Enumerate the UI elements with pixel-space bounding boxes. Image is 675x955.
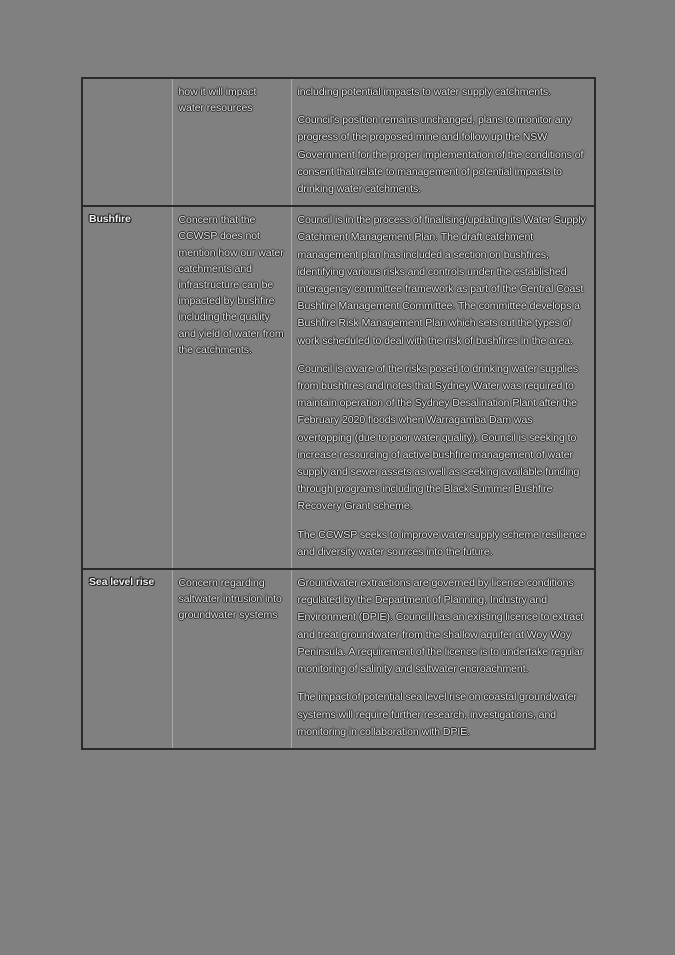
submission-response-table <box>81 77 596 750</box>
row-category <box>82 78 172 206</box>
issue-text: Concern that the CCWSP does not mention how our water catchments and infrastructure can be impacted by bushfire including the quality and yield of water from the catchments. <box>178 214 284 356</box>
table-row <box>82 206 595 569</box>
table-row <box>82 569 595 749</box>
response-paragraph: Groundwater extractions are governed by licence conditions regulated by the Department of Planning, Industry and Environment (DPIE). Council has an existing licence to extract and treat groundwater from the shallow aquifer at Woy Woy Peninsula. A requirement of the licence is to undertake regular monitoring of salinity and saltwater encroachment. <box>297 577 584 676</box>
table-row <box>82 78 595 206</box>
row-issue <box>172 569 291 749</box>
issue-text: Concern regarding saltwater intrusion into groundwater systems <box>178 577 282 622</box>
row-response <box>291 206 595 569</box>
row-response <box>291 569 595 749</box>
row-issue <box>172 206 291 569</box>
response-paragraph: The impact of potential sea level rise on coastal groundwater systems will require further research, investigations, and monitoring in collaboration with DPIE. <box>297 691 577 738</box>
response-paragraph: Council's position remains unchanged, plans to monitor any progress of the proposed mine and follow up the NSW Government for the proper implementation of the conditions of consent that relate to management of potential impacts to drinking water catchments. <box>297 114 584 196</box>
response-paragraph: Council is in the process of finalising/updating its Water Supply Catchment Management Plan. The draft catchment management plan has included a section on bushfires, identifying various risks and controls under the established interagency committee framework as part of the Central Coast Bushfire Management Committee. The committee develops a Bushfire Risk Management Plan which sets out the types of work scheduled to deal with the risk of bushfires in the area. <box>297 214 586 347</box>
issue-text: how it will impact water resources <box>178 86 257 115</box>
row-category: Bushfire <box>82 206 172 569</box>
row-category: Sea level rise <box>82 569 172 749</box>
response-paragraph: including potential impacts to water supply catchments. <box>297 86 551 98</box>
row-issue <box>172 78 291 206</box>
row-response <box>291 78 595 206</box>
response-paragraph: The CCWSP seeks to improve water supply scheme resilience and diversity water sources into the future. <box>297 528 586 558</box>
response-paragraph: Council is aware of the risks posed to drinking water supplies from bushfires and notes that Sydney Water was required to maintain operation of the Sydney Desalination Plant after the February 2020 floods when Warragamba Dam was overtopping (due to poor water quality). Council is seeking to increase resourcing of active bushfire management of water supply and sewer assets as well as seeking available funding through programs including the Black Summer Bushfire Recovery Grant scheme. <box>297 362 580 513</box>
